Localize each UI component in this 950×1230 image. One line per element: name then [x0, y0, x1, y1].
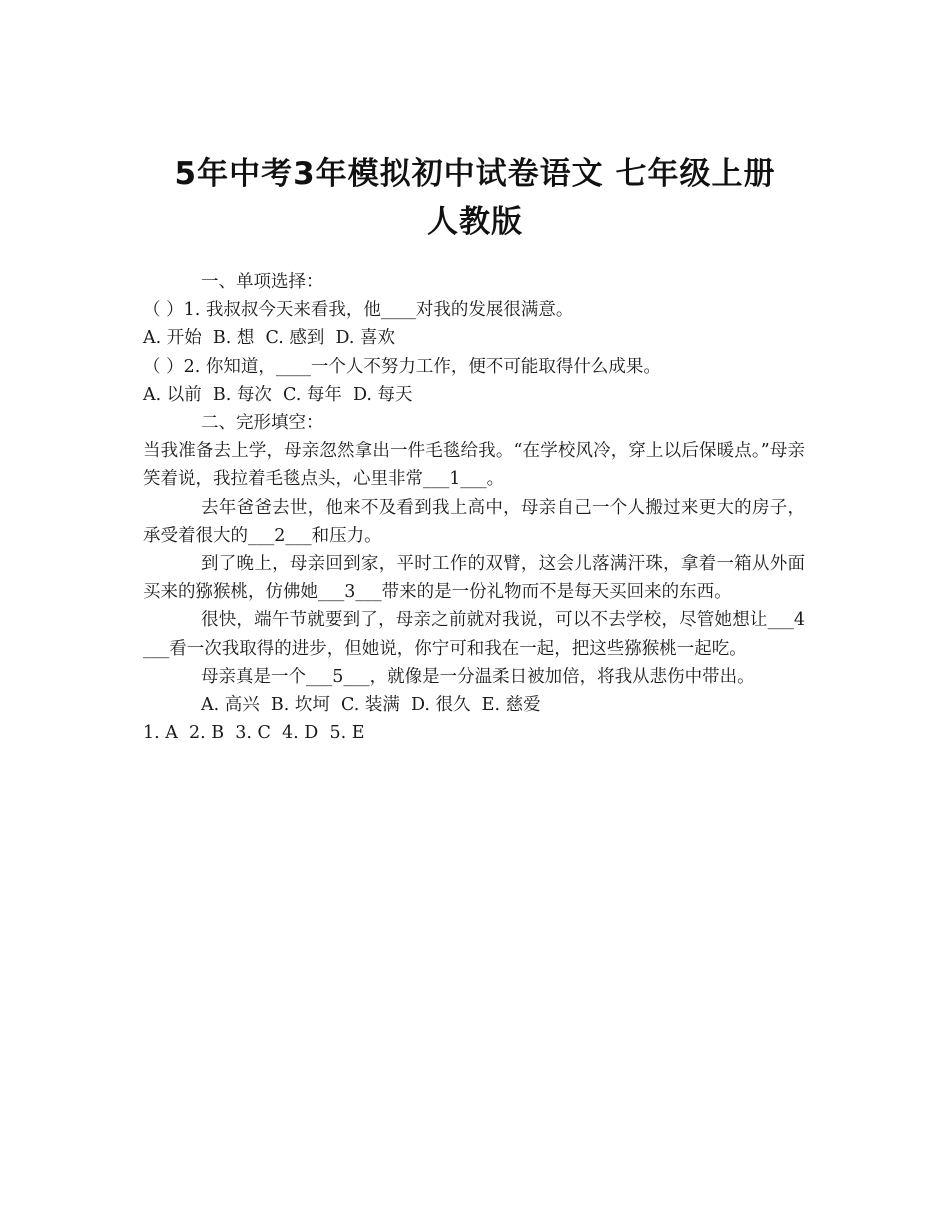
answer-key: 1. A 2. B 3. C 4. D 5. E — [143, 723, 365, 744]
question-1-options: A. 开始 B. 想 C. 感到 D. 喜欢 — [143, 328, 396, 349]
title-line-1: 5年中考3年模拟初中试卷语文 七年级上册 — [174, 156, 776, 192]
question-2: （ ）2. 你知道，____一个人不努力工作，便不可能取得什么成果。 — [143, 356, 661, 377]
passage-paragraph-3: 到了晚上，母亲回到家，平时工作的双臂，这会儿落满汗珠，拿着一箱从外面买来的猕猴桃，仿佛她___3___带来的是一份礼物而不是每天买回来的东西。 — [143, 553, 805, 603]
section-1-heading: 一、单项选择： — [201, 272, 324, 292]
passage-paragraph-2: 去年爸爸去世，他来不及看到我上高中，母亲自己一个人搬过来更大的房子，承受着很大的___2___和压力。 — [143, 497, 805, 546]
question-2-options: A. 以前 B. 每次 C. 每年 D. 每天 — [143, 384, 413, 405]
document-body — [143, 268, 805, 747]
document-title — [120, 150, 830, 246]
passage-paragraph-5: 母亲真是一个___5___，就像是一分温柔日被加倍，将我从悲伤中带出。 — [201, 666, 755, 687]
question-1: （ ）1. 我叔叔今天来看我，他____对我的发展很满意。 — [143, 300, 574, 321]
section-2-heading: 二、完形填空： — [201, 412, 324, 433]
passage-paragraph-1: 当我准备去上学，母亲忽然拿出一件毛毯给我。“在学校风冷，穿上以后保暖点。”母亲笑着说，我拉着毛毯点头，心里非常___1___。 — [143, 441, 805, 490]
title-line-2: 人教版 — [427, 204, 523, 240]
cloze-options: A. 高兴 B. 坎坷 C. 装满 D. 很久 E. 慈爱 — [201, 694, 541, 715]
passage-paragraph-4: 很快，端午节就要到了，母亲之前就对我说，可以不去学校，尽管她想让___4___看一次我取得的进步，但她说，你宁可和我在一起，把这些猕猴桃一起吃。 — [143, 610, 805, 659]
